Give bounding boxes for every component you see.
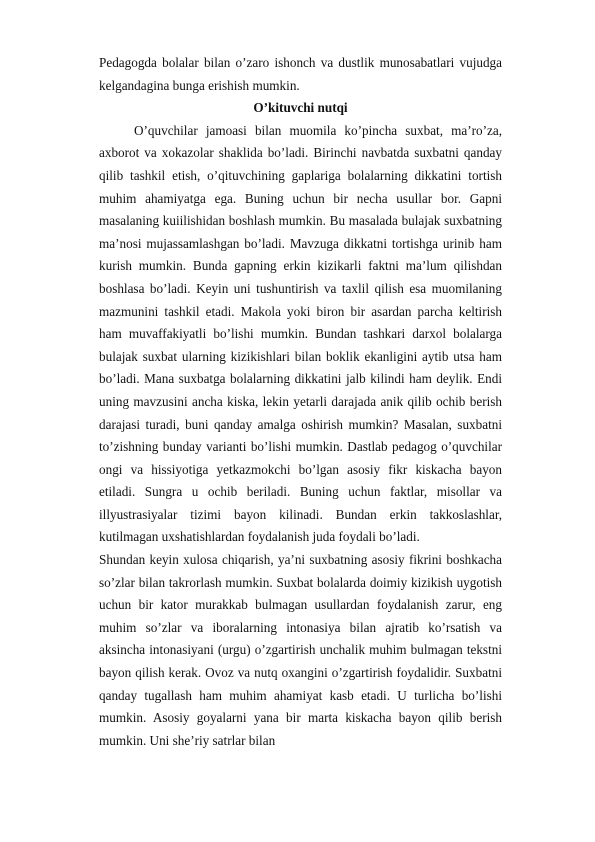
body-paragraph-2: Shundan keyin xulosa chiqarish, ya’ni suxbatning asosiy fikrini boshkacha so’zlar bilan takrorlash mumkin. Suxbat bolalarda doimiy kizikish uygotish uchun bir kator murakkab bulmagan usullardan foydalanish zarur, eng muhim so’zlar va iboralarning intonasiya bilan ajratib ko’rsatish va aksincha intonasiyani (urgu) o’zgartirish unchalik muhim bulmagan tekstni bayon qilish kerak. Ovoz va nutq oxangini o’zgartirish foydalidir. Suxbatni qanday tugallash ham muhim ahamiyat kasb etadi. U turlicha bo’lishi mumkin. Asosiy goyalarni yana bir marta kiskacha bayon qilib berish mumkin. Uni she’riy satrlar bilan	[99, 552, 502, 748]
document-page	[99, 52, 502, 752]
intro-paragraph: Pedagogda bolalar bilan o’zaro ishonch va dustlik munosabatlari vujudga kelgandagina bunga erishish mumkin.	[99, 55, 502, 93]
section-heading: O’kituvchi nutqi	[253, 100, 348, 116]
body-paragraph-1: O’quvchilar jamoasi bilan muomila ko’pincha suxbat, ma’ro’za, axborot va xokazolar shaklida bo’ladi. Birinchi navbatda suxbatni qanday qilib tashkil etish, o’qituvchining gaplariga bolalarning dikkatini tortish muhim ahamiyatga ega. Buning uchun bir necha usullar bor. Gapni masalaning kuiilishidan boshlash mumkin. Bu masalada bulajak suxbatning ma’nosi mujassamlashgan bo’ladi. Mavzuga dikkatni tortishga urinib ham kurish mumkin. Bunda gapning erkin kizikarli faktni ma’lum qilishdan boshlasa bo’ladi. Keyin uni tushuntirish va taxlil qilish esa muomilaning mazmunini tashkil etadi. Makola yoki biron bir asardan parcha keltirish ham muvaffakiyatli bo’lishi mumkin. Bundan tashkari darxol bolalarga bulajak suxbat ularning kizikishlari bilan boklik ekanligini aytib utsa ham bo’ladi. Mana suxbatga bolalarning dikkatini jalb kilindi ham deylik. Endi uning mavzusini ancha kiska, lekin yetarli darajada anik qilib ochib berish darajasi turadi, buni qanday amalga oshirish mumkin? Masalan, suxbatni to’zishning bunday varianti bo’lishi mumkin. Dastlab pedagog o’quvchilar ongi va hissiyotiga yetkazmokchi bo’lgan asosiy fikr kiskacha bayon etiladi. Sungra u ochib beriladi. Buning uchun faktlar, misollar va illyustrasiyalar tizimi bayon kilinadi. Bundan erkin takkoslashlar, kutilmagan uxshatishlardan foydalanish juda foydali bo’ladi.	[99, 122, 502, 545]
